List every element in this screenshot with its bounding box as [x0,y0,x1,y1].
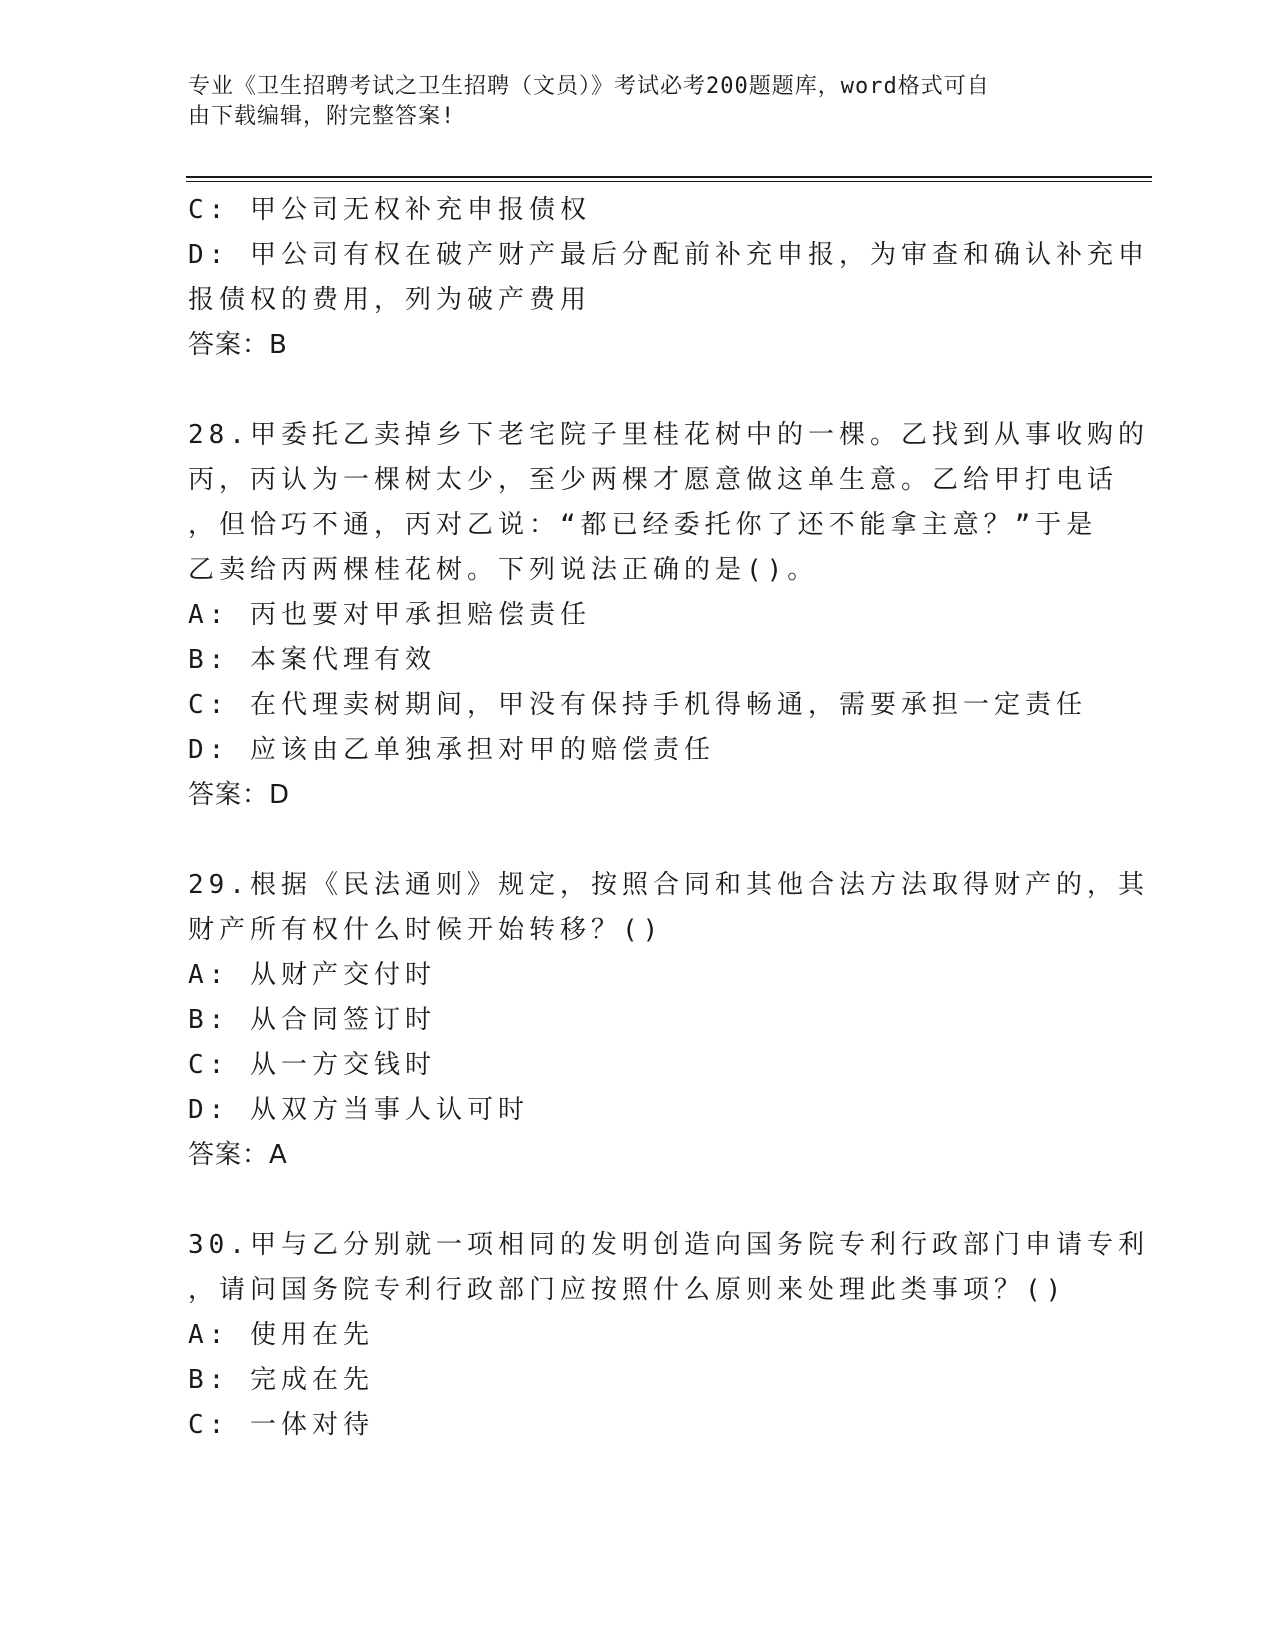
question-stem: 乙卖给丙两棵桂花树。下列说法正确的是()。 [188,555,819,585]
question-29 [188,863,1149,1178]
option-d-continued: 报债权的费用，列为破产费用 [188,285,592,315]
option-b: B: 从合同签订时 [188,1005,436,1035]
header-line-2: 由下载编辑，附完整答案! [188,104,456,129]
question-27-tail [188,188,1149,368]
option-c: C: 一体对待 [188,1410,374,1440]
answer-label: 答案：A [188,1140,288,1170]
spacer [188,818,1088,863]
answer-label: 答案：D [188,780,291,810]
question-stem: 29.根据《民法通则》规定，按照合同和其他合法方法取得财产的，其 [188,870,1149,900]
header-divider-thick [186,176,1152,178]
question-stem: ，但恰巧不通，丙对乙说：“都已经委托你了还不能拿主意？”于是 [188,510,1098,540]
option-c: C: 在代理卖树期间，甲没有保持手机得畅通，需要承担一定责任 [188,690,1087,720]
option-c: C: 甲公司无权补充申报债权 [188,195,591,225]
question-stem: 30.甲与乙分别就一项相同的发明创造向国务院专利行政部门申请专利 [188,1230,1149,1260]
option-b: B: 完成在先 [188,1365,374,1395]
document-header [188,72,1078,132]
question-30 [188,1223,1149,1448]
option-a: A: 从财产交付时 [188,960,436,990]
question-stem: ，请问国务院专利行政部门应按照什么原则来处理此类事项？() [188,1275,1067,1305]
header-divider-thin [186,181,1152,182]
question-28 [188,413,1149,818]
option-a: A: 丙也要对甲承担赔偿责任 [188,600,591,630]
option-c: C: 从一方交钱时 [188,1050,436,1080]
question-stem: 28.甲委托乙卖掉乡下老宅院子里桂花树中的一棵。乙找到从事收购的 [188,420,1149,450]
option-d: D: 应该由乙单独承担对甲的赔偿责任 [188,735,715,765]
spacer [188,368,1088,413]
answer-label: 答案：B [188,330,288,360]
question-stem: 丙，丙认为一棵树太少，至少两棵才愿意做这单生意。乙给甲打电话 [188,465,1119,495]
question-stem: 财产所有权什么时候开始转移？() [188,915,664,945]
spacer [188,1178,1088,1223]
header-line-1: 专业《卫生招聘考试之卫生招聘（文员）》考试必考200题题库，word格式可自 [188,74,990,99]
option-b: B: 本案代理有效 [188,645,436,675]
question-list [188,188,1149,1448]
option-d: D: 甲公司有权在破产财产最后分配前补充申报，为审查和确认补充申 [188,240,1149,270]
option-d: D: 从双方当事人认可时 [188,1095,529,1125]
option-a: A: 使用在先 [188,1320,374,1350]
